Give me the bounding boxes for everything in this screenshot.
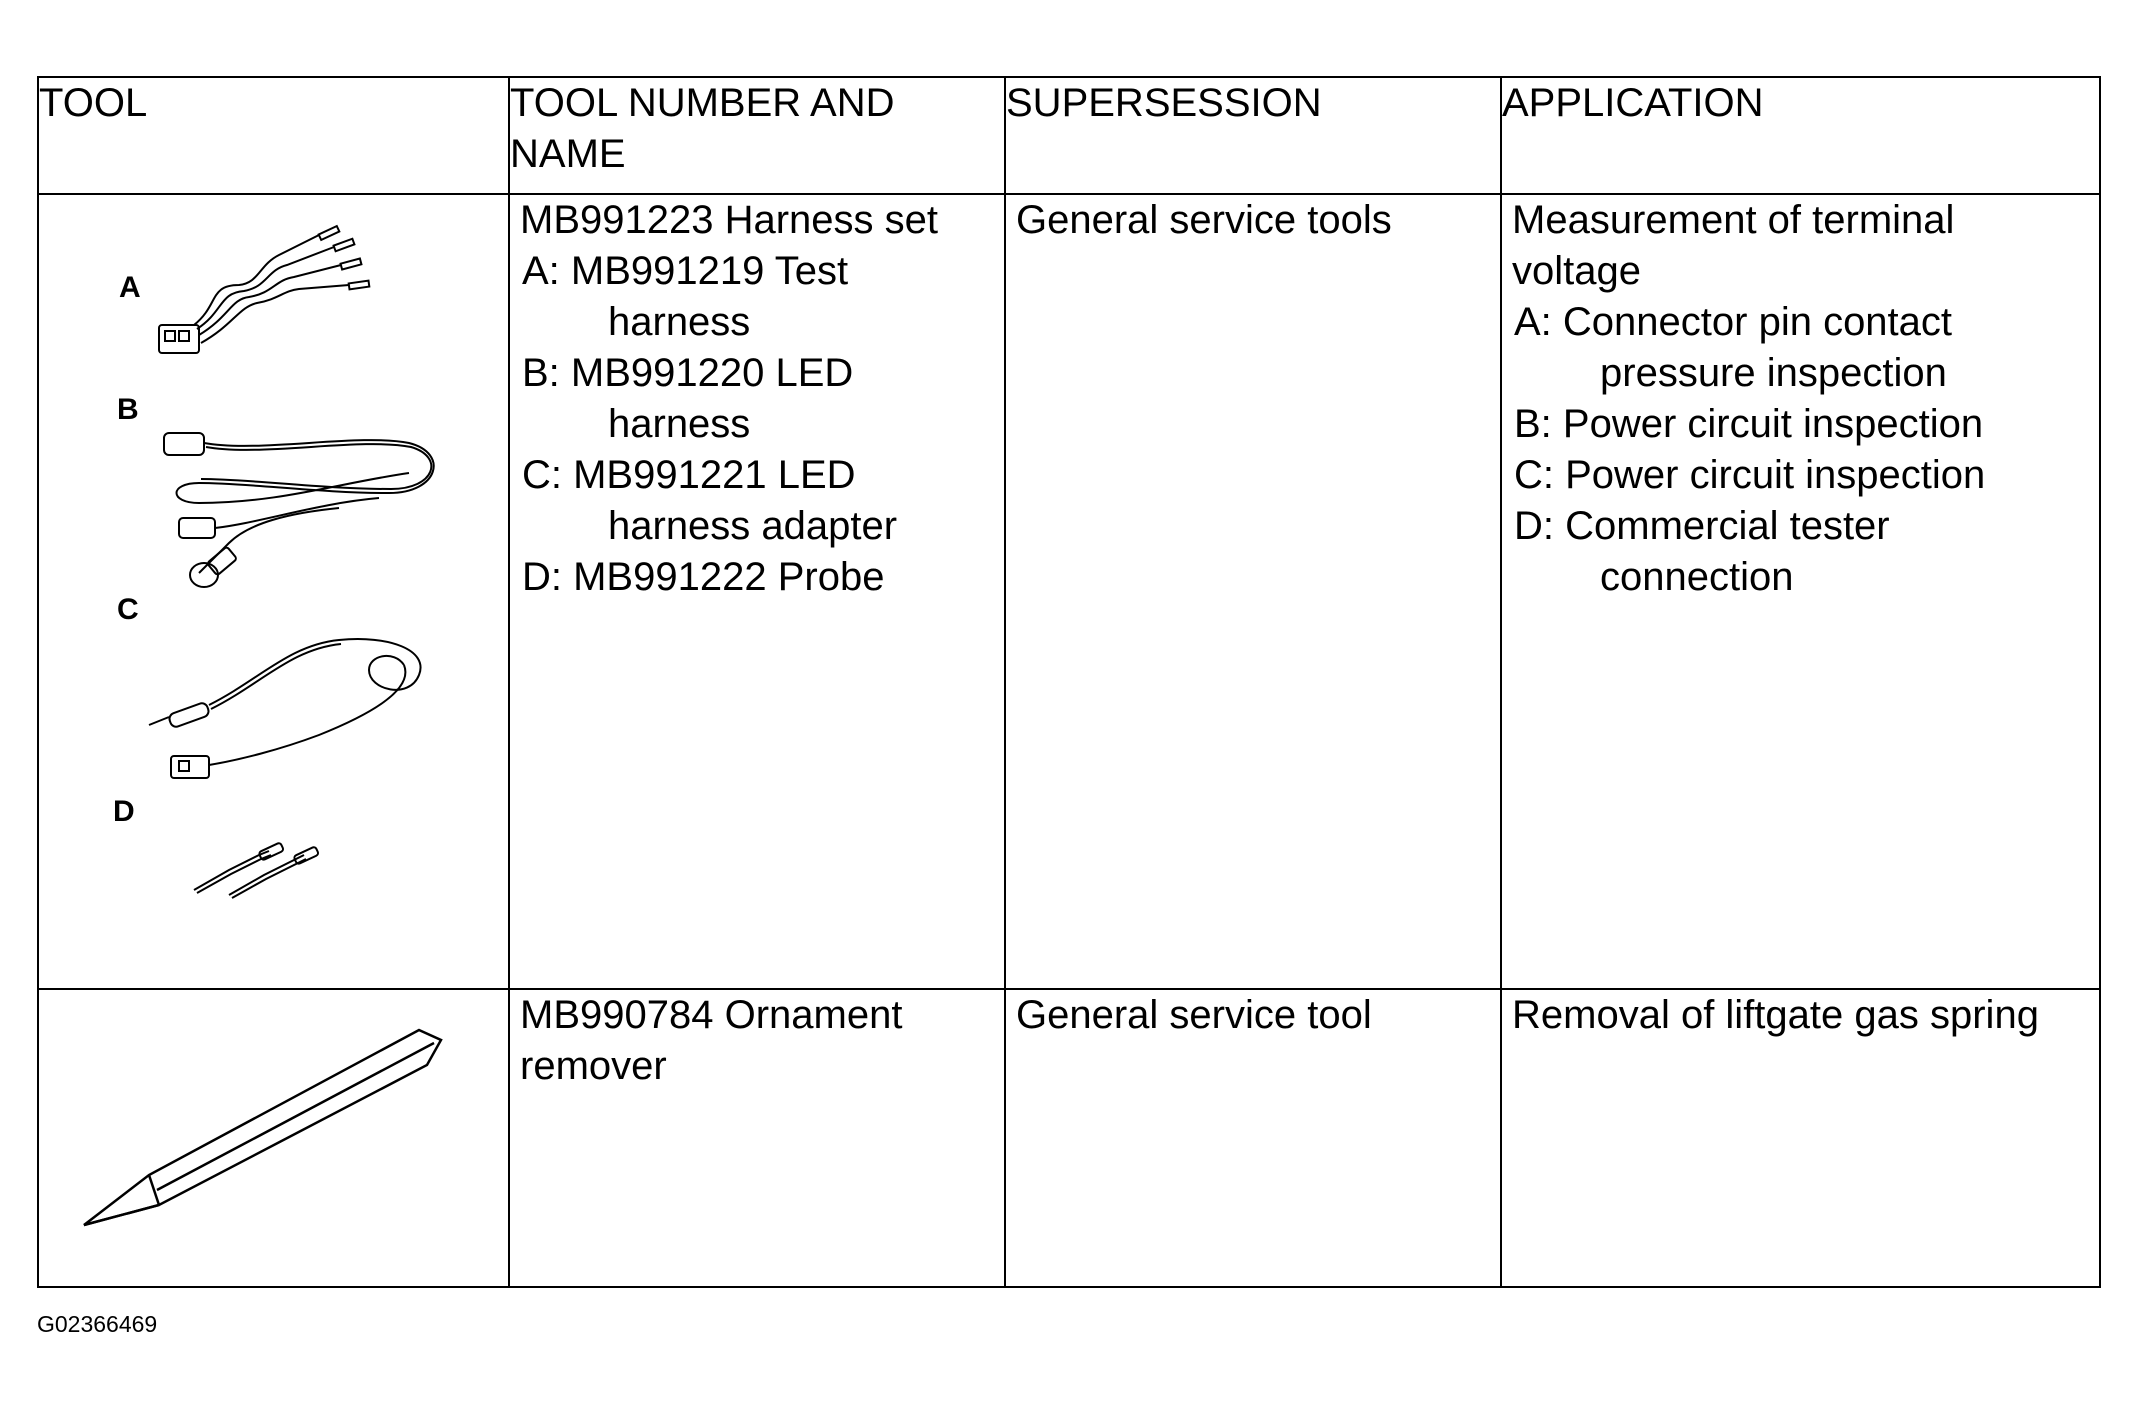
tool-item-c-line1: C: MB991221 LED bbox=[522, 453, 856, 497]
header-tool-number-line1: TOOL NUMBER AND bbox=[510, 81, 895, 125]
tool-item-c-line2: harness adapter bbox=[608, 504, 898, 548]
tool-item-d bbox=[510, 552, 1004, 603]
supersession-text: General service tool bbox=[1016, 993, 1372, 1037]
application-item-d bbox=[1502, 501, 2099, 603]
tool-number-cell bbox=[509, 989, 1005, 1287]
application-item-d-line1: D: Commercial tester bbox=[1514, 504, 1890, 548]
application-cell bbox=[1501, 194, 2100, 989]
tool-item-b-line1: B: MB991220 LED bbox=[522, 351, 854, 395]
led-harness-illustration bbox=[159, 423, 449, 603]
table-row bbox=[38, 194, 2100, 989]
header-tool-number-line2: NAME bbox=[510, 132, 626, 176]
application-item-a-line2: pressure inspection bbox=[1600, 351, 1947, 395]
application-line1: Measurement of terminal bbox=[1512, 198, 1955, 242]
led-harness-adapter-illustration bbox=[139, 620, 439, 790]
application-cell bbox=[1501, 989, 2100, 1287]
figure-label-b: B bbox=[117, 393, 139, 426]
tool-item-c bbox=[510, 450, 1004, 552]
ornament-remover-illustration bbox=[79, 1025, 459, 1235]
application-item-b-line1: B: Power circuit inspection bbox=[1514, 402, 1984, 446]
tool-item-a-line2: harness bbox=[608, 300, 751, 344]
application-item-b bbox=[1502, 399, 2099, 450]
supersession-text: General service tools bbox=[1016, 198, 1392, 242]
table-row bbox=[38, 989, 2100, 1287]
supersession-cell bbox=[1005, 194, 1501, 989]
supersession-cell bbox=[1005, 989, 1501, 1287]
tool-item-a bbox=[510, 246, 1004, 348]
probe-illustration bbox=[189, 825, 369, 905]
figure-label-a: A bbox=[119, 271, 141, 304]
tool-item-d-line1: D: MB991222 Probe bbox=[522, 555, 885, 599]
figure-label-d: D bbox=[113, 795, 135, 828]
figure-label-c: C bbox=[117, 593, 139, 626]
ornament-remover-line2: remover bbox=[520, 1044, 667, 1088]
application-item-a bbox=[1502, 297, 2099, 399]
application-item-c-line1: C: Power circuit inspection bbox=[1514, 453, 1986, 497]
header-tool: TOOL bbox=[38, 77, 509, 194]
tool-number-cell bbox=[509, 194, 1005, 989]
figure-id: G02366469 bbox=[37, 1311, 158, 1337]
tool-item-b-line2: harness bbox=[608, 402, 751, 446]
tool-item-b bbox=[510, 348, 1004, 450]
application-item-a-line1: A: Connector pin contact bbox=[1514, 300, 1953, 344]
application-text: Removal of liftgate gas spring bbox=[1512, 993, 2039, 1037]
application-item-c bbox=[1502, 450, 2099, 501]
header-tool-number-name bbox=[509, 77, 1005, 194]
special-tools-table bbox=[37, 76, 2101, 1288]
header-supersession: SUPERSESSION bbox=[1005, 77, 1501, 194]
header-application: APPLICATION bbox=[1501, 77, 2100, 194]
application-item-d-line2: connection bbox=[1600, 555, 1794, 599]
harness-set-title: MB991223 Harness set bbox=[520, 198, 939, 242]
tool-item-a-line1: A: MB991219 Test bbox=[522, 249, 849, 293]
application-line2: voltage bbox=[1512, 249, 1641, 293]
header-row bbox=[38, 77, 2100, 194]
ornament-remover-line1: MB990784 Ornament bbox=[520, 993, 903, 1037]
test-harness-illustration bbox=[149, 225, 379, 375]
harness-set-illustration-cell bbox=[38, 194, 509, 989]
ornament-remover-illustration-cell bbox=[38, 989, 509, 1287]
